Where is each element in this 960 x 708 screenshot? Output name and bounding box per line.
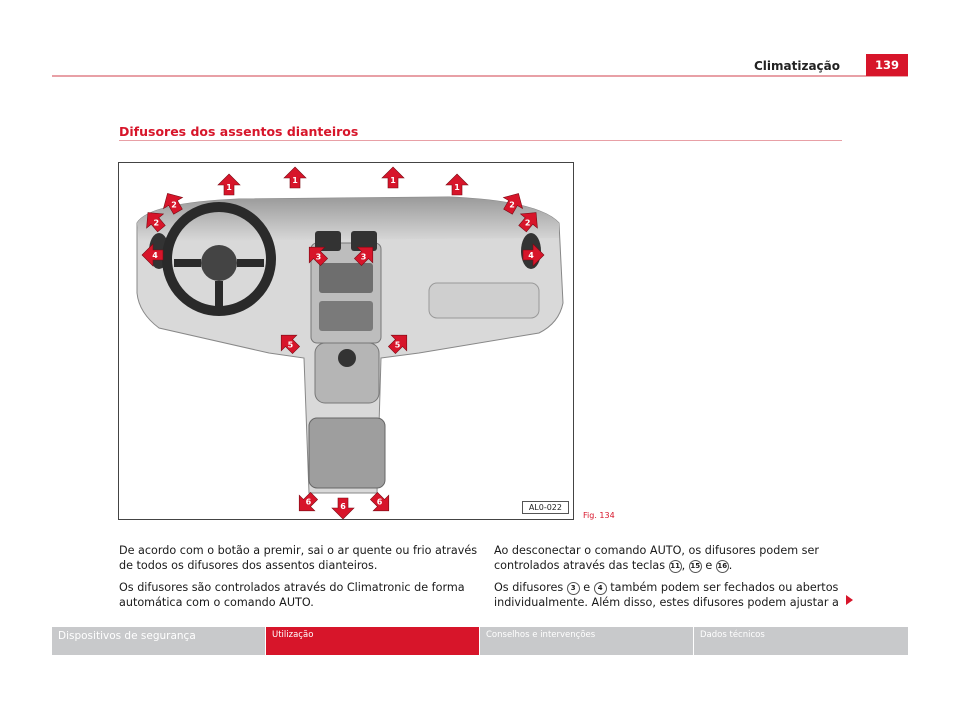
vent-arrow-marker [284, 167, 306, 188]
paragraph [494, 580, 856, 610]
paragraph [494, 543, 856, 573]
left-column [119, 543, 481, 617]
text-run: e [579, 581, 594, 594]
right-column [494, 543, 856, 617]
tab-dispositivos[interactable]: Dispositivos de segurança [52, 627, 266, 655]
header-rule [52, 75, 908, 77]
tab-dados[interactable]: Dados técnicos [694, 627, 908, 655]
vent-marker-label: 4 [152, 251, 158, 260]
vent-marker-label: 2 [524, 218, 531, 228]
vent-marker-label: 1 [454, 183, 460, 192]
vent-arrow-marker [218, 174, 240, 195]
vent-marker-label: 2 [509, 200, 515, 210]
vent-marker-label: 6 [340, 502, 346, 511]
vent-marker-label: 2 [171, 200, 177, 210]
key-11-badge: 11 [669, 560, 682, 573]
key-16-badge: 16 [716, 560, 729, 573]
vent-marker-label: 2 [153, 218, 160, 228]
vent-arrow-marker [332, 498, 354, 519]
vent-marker-label: 1 [292, 176, 298, 185]
dashboard-top [137, 197, 559, 241]
steering-hub [201, 245, 237, 281]
text-run: , [681, 559, 689, 572]
vent-4-badge: 4 [594, 582, 607, 595]
vent-marker-label: 4 [528, 251, 534, 260]
dashboard-illustration [119, 163, 573, 519]
dashboard-figure [118, 162, 574, 520]
section-heading: Difusores dos assentos dianteiros [119, 124, 359, 139]
gear-knob [338, 349, 356, 367]
vent-3-badge: 3 [567, 582, 580, 595]
vent-marker-label: 3 [315, 252, 322, 262]
page-number: 139 [866, 54, 908, 76]
vent-marker-label: 6 [305, 497, 312, 507]
continue-arrow-icon [846, 595, 853, 605]
tab-conselhos[interactable]: Conselhos e intervenções [480, 627, 694, 655]
vent-marker-label: 1 [390, 176, 396, 185]
vent-marker-label: 5 [394, 340, 401, 350]
text-run: . [728, 559, 733, 572]
rear-console [309, 418, 385, 488]
vent-arrow-marker [446, 174, 468, 195]
radio-unit [319, 263, 373, 293]
vent-marker-label: 1 [226, 183, 232, 192]
vent-arrow-marker [382, 167, 404, 188]
paragraph: Os difusores são controlados através do Climatronic de forma automática com o comando AUTO. [119, 581, 465, 609]
vent-marker-label: 6 [376, 497, 383, 507]
paragraph: De acordo com o botão a premir, sai o ar quente ou frio através de todos os difusores dos assentos dianteiros. [119, 544, 478, 572]
text-run: também podem ser fechados ou abertos individualmente. Além disso, estes difusores podem ajustar a [494, 581, 839, 609]
vent-marker-label: 5 [287, 340, 294, 350]
figure-caption: Fig. 134 [583, 511, 615, 520]
heading-rule [119, 140, 842, 141]
key-15-badge: 15 [689, 560, 702, 573]
vent-marker-label: 3 [360, 252, 367, 262]
text-run: Ao desconectar o comando AUTO, os difusores podem ser controlados através das teclas [494, 544, 819, 572]
glovebox [429, 283, 539, 318]
section-title: Climatização [753, 59, 840, 73]
figure-code: AL0-022 [522, 501, 569, 514]
footer-nav [52, 627, 908, 655]
climate-unit [319, 301, 373, 331]
tab-utilizacao[interactable]: Utilização [266, 627, 480, 655]
text-run: Os difusores [494, 581, 567, 594]
text-run: e [701, 559, 716, 572]
